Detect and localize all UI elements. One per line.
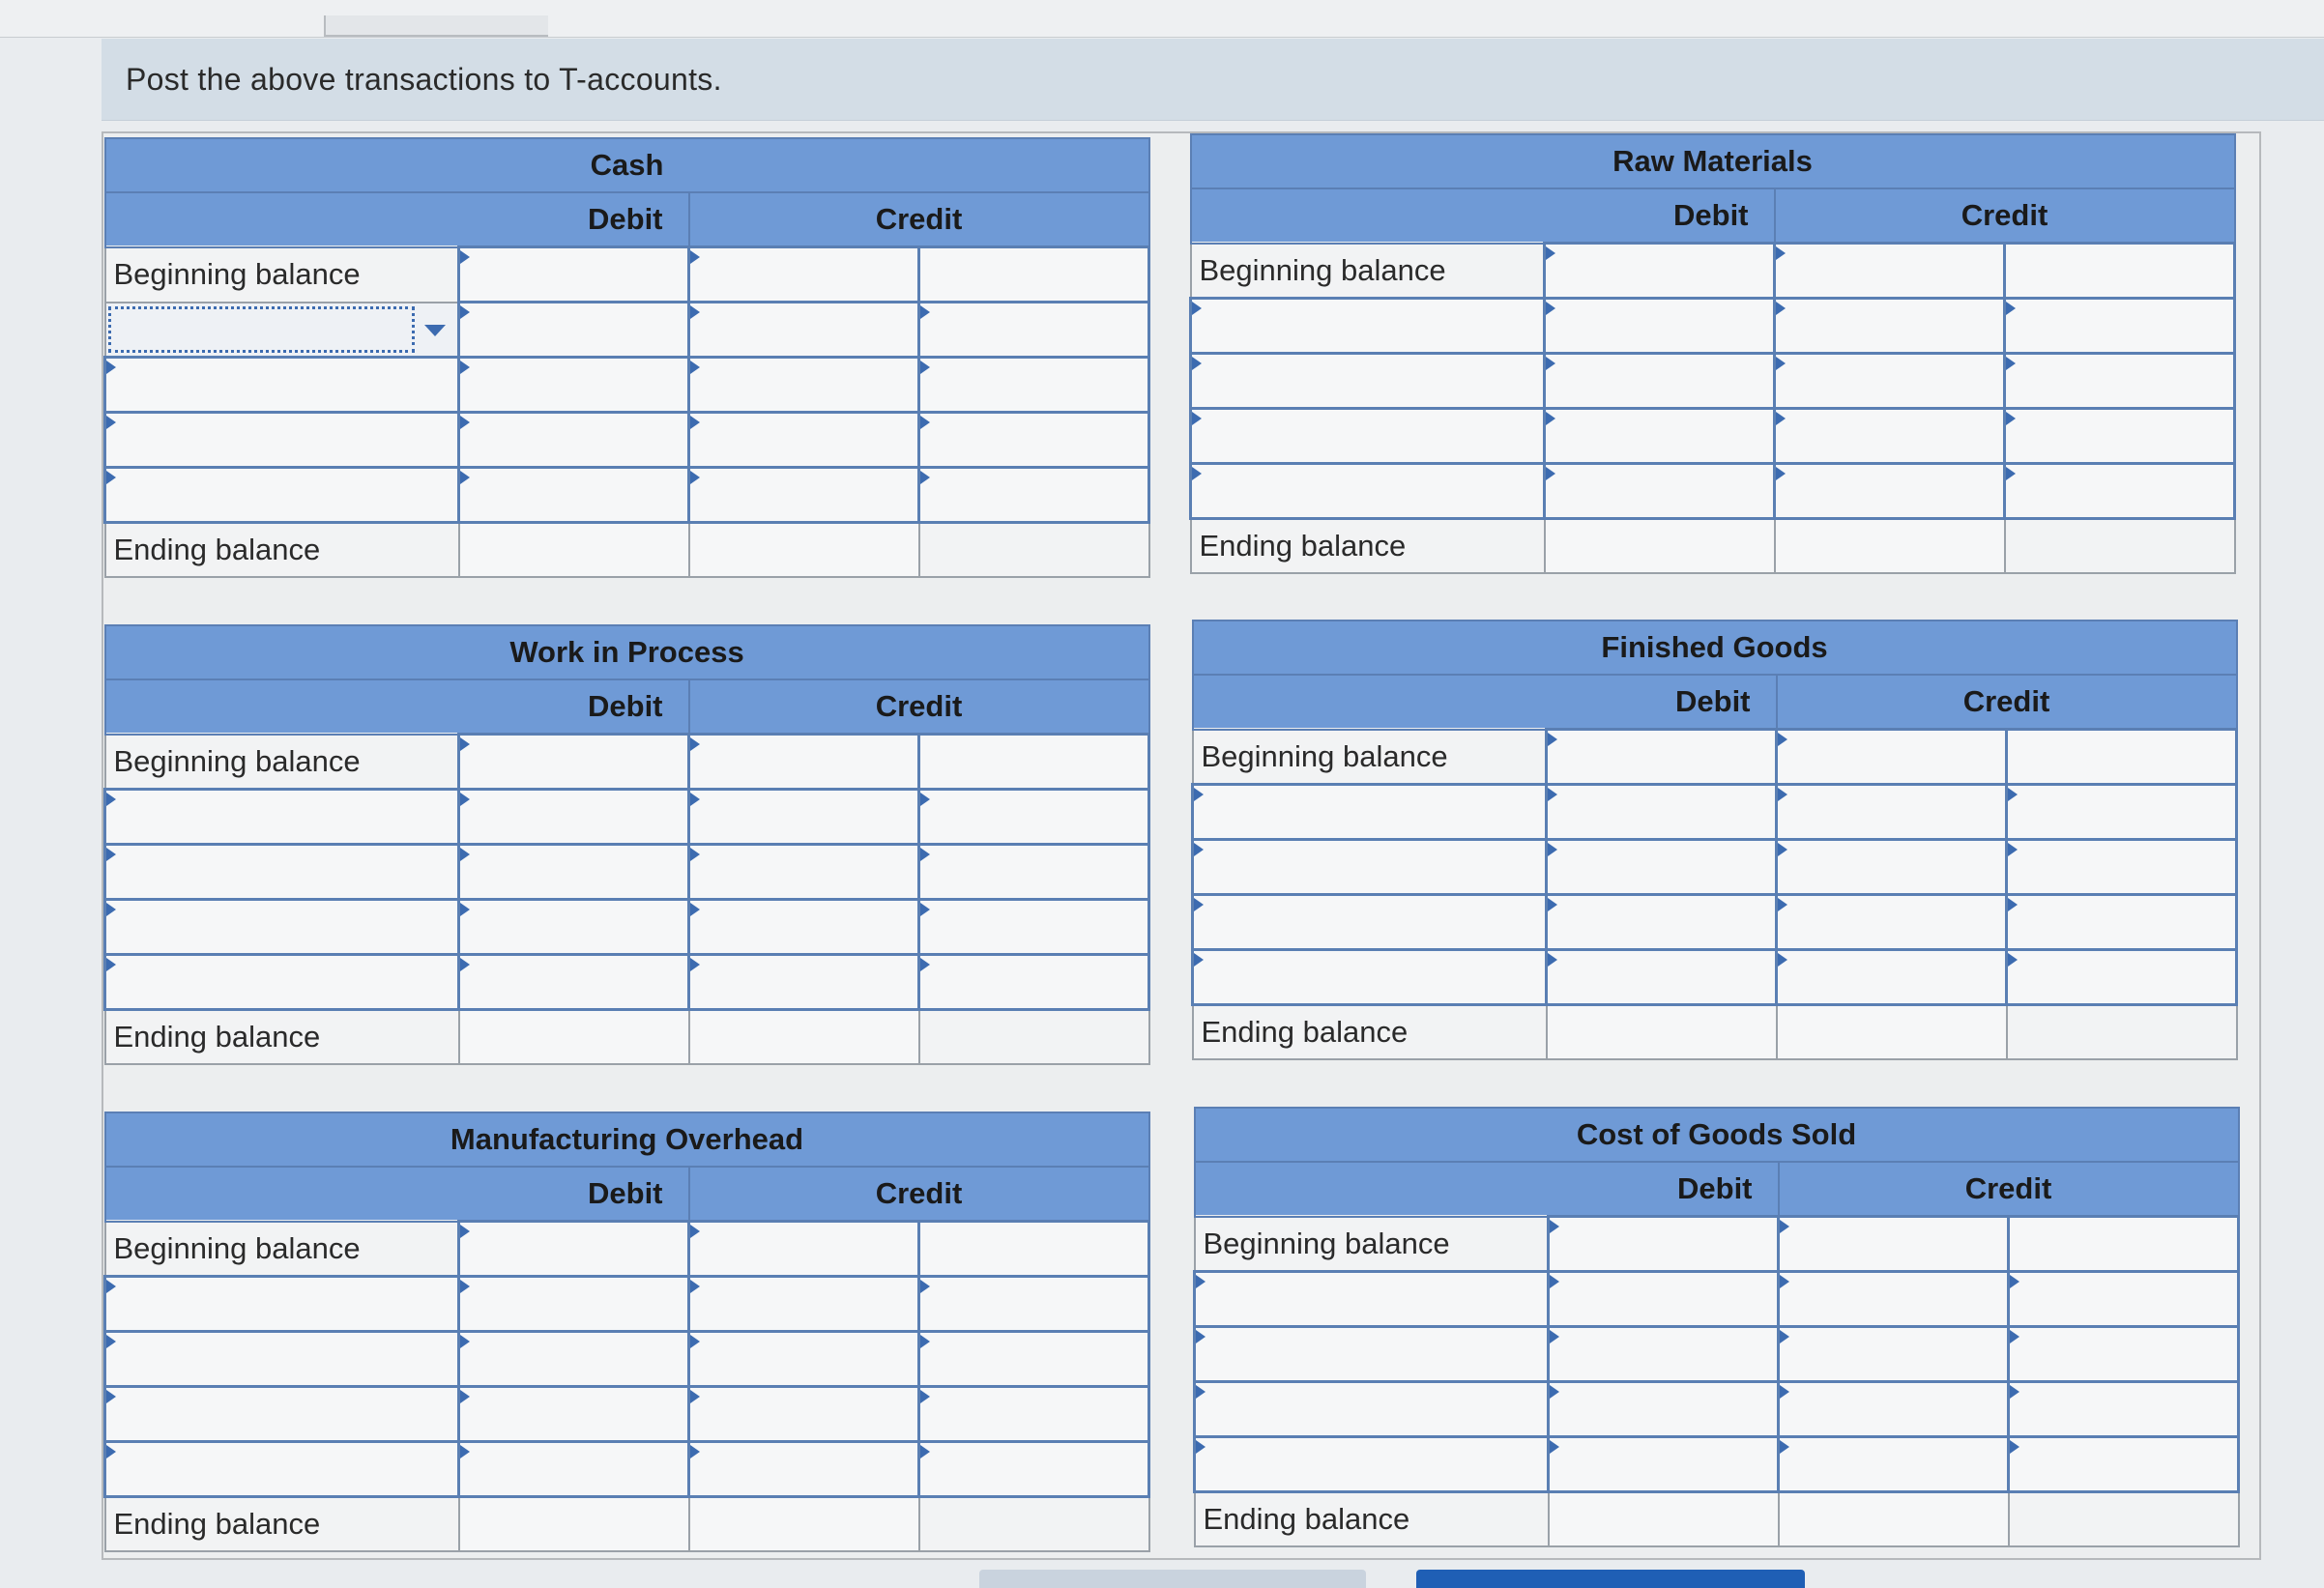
credit-account-dropdown[interactable] <box>689 468 919 523</box>
t-account-cost-of-goods-sold <box>1193 1107 2237 1547</box>
top-bar <box>0 0 2324 38</box>
debit-amount-input[interactable] <box>459 845 689 900</box>
credit-amount-input[interactable] <box>919 790 1149 845</box>
input-marker-icon <box>1776 302 1786 315</box>
debit-amount-input[interactable] <box>459 1442 689 1497</box>
credit-account-dropdown[interactable] <box>689 1222 919 1277</box>
ending-balance-debit-input[interactable] <box>1545 519 1775 574</box>
debit-account-dropdown[interactable] <box>1195 1437 1549 1492</box>
credit-header: Credit <box>689 192 1149 247</box>
t-account-table <box>103 137 1150 578</box>
debit-header: Debit <box>1191 188 1775 244</box>
debit-amount-input[interactable] <box>1549 1437 1779 1492</box>
t-account-raw-materials <box>1189 133 2233 574</box>
input-marker-icon <box>1548 898 1557 911</box>
ending-balance-debit-input[interactable] <box>459 1497 689 1552</box>
input-marker-icon <box>460 416 470 429</box>
debit-amount-input[interactable] <box>1547 895 1777 950</box>
credit-account-dropdown[interactable] <box>689 1442 919 1497</box>
beginning-balance-debit-input[interactable] <box>1547 730 1777 785</box>
ending-balance-label: Ending balance <box>105 523 459 578</box>
account-title: Manufacturing Overhead <box>105 1112 1149 1167</box>
ending-balance-debit-input[interactable] <box>1549 1492 1779 1547</box>
input-marker-icon <box>1196 1330 1206 1343</box>
input-marker-icon <box>1780 1440 1789 1454</box>
input-marker-icon <box>1546 467 1555 480</box>
input-marker-icon <box>460 848 470 861</box>
instruction-banner <box>102 39 2324 121</box>
input-marker-icon <box>106 793 116 806</box>
t-account-table <box>1193 1107 2240 1547</box>
input-marker-icon <box>106 903 116 916</box>
debit-account-dropdown[interactable] <box>105 900 459 955</box>
credit-account-dropdown[interactable] <box>689 303 919 358</box>
input-marker-icon <box>920 305 930 319</box>
primary-button[interactable] <box>1416 1570 1805 1588</box>
account-title: Work in Process <box>105 625 1149 679</box>
credit-account-dropdown[interactable] <box>689 1387 919 1442</box>
credit-account-dropdown[interactable] <box>689 900 919 955</box>
input-marker-icon <box>1550 1440 1559 1454</box>
input-marker-icon <box>690 471 700 484</box>
input-marker-icon <box>920 1390 930 1403</box>
debit-account-dropdown[interactable] <box>105 790 459 845</box>
beginning-balance-credit-input[interactable] <box>919 247 1149 303</box>
debit-amount-input[interactable] <box>1547 785 1777 840</box>
credit-amount-input[interactable] <box>919 1387 1149 1442</box>
input-marker-icon <box>1778 788 1787 801</box>
credit-account-dropdown[interactable] <box>1777 895 2007 950</box>
input-marker-icon <box>1192 357 1202 370</box>
debit-account-dropdown[interactable] <box>105 1277 459 1332</box>
credit-amount-input[interactable] <box>2005 464 2235 519</box>
input-marker-icon <box>1192 467 1202 480</box>
beginning-balance-credit-input[interactable] <box>919 735 1149 790</box>
input-marker-icon <box>690 1390 700 1403</box>
t-account-work-in-process <box>103 624 1147 1065</box>
credit-header: Credit <box>1775 188 2235 244</box>
credit-amount-input[interactable] <box>2007 950 2237 1005</box>
input-marker-icon <box>690 1225 700 1238</box>
beginning-balance-label: Beginning balance <box>1195 1217 1549 1272</box>
input-marker-icon <box>1776 412 1786 425</box>
credit-account-dropdown[interactable] <box>1775 244 2005 299</box>
input-marker-icon <box>690 1280 700 1293</box>
ending-balance-credit-input[interactable] <box>1775 519 2005 574</box>
input-marker-icon <box>106 1335 116 1348</box>
beginning-balance-credit-input[interactable] <box>2005 244 2235 299</box>
input-marker-icon <box>460 958 470 971</box>
debit-account-dropdown[interactable] <box>105 1387 459 1442</box>
ending-balance-debit-input[interactable] <box>459 523 689 578</box>
input-marker-icon <box>1778 843 1787 856</box>
input-marker-icon <box>2008 898 2018 911</box>
credit-account-dropdown[interactable] <box>689 1277 919 1332</box>
input-marker-icon <box>460 1280 470 1293</box>
input-marker-icon <box>690 793 700 806</box>
credit-account-dropdown[interactable] <box>1779 1272 2009 1327</box>
beginning-balance-label: Beginning balance <box>1191 244 1545 299</box>
beginning-balance-credit-input[interactable] <box>2009 1217 2239 1272</box>
ending-balance-blank <box>2009 1492 2239 1547</box>
input-marker-icon <box>1548 733 1557 746</box>
credit-amount-input[interactable] <box>2007 840 2237 895</box>
input-marker-icon <box>1550 1385 1559 1399</box>
input-marker-icon <box>1776 246 1786 260</box>
account-title: Cost of Goods Sold <box>1195 1108 2239 1162</box>
credit-account-dropdown[interactable] <box>1779 1382 2009 1437</box>
credit-account-dropdown[interactable] <box>1775 464 2005 519</box>
debit-account-dropdown[interactable] <box>1193 785 1547 840</box>
ending-balance-label: Ending balance <box>1191 519 1545 574</box>
input-marker-icon <box>106 1390 116 1403</box>
input-marker-icon <box>1192 302 1202 315</box>
debit-account-dropdown[interactable] <box>1195 1272 1549 1327</box>
input-marker-icon <box>1550 1220 1559 1233</box>
input-marker-icon <box>1550 1330 1559 1343</box>
account-title: Raw Materials <box>1191 134 2235 188</box>
input-marker-icon <box>1546 302 1555 315</box>
debit-amount-input[interactable] <box>459 1387 689 1442</box>
debit-amount-input[interactable] <box>1545 354 1775 409</box>
debit-amount-input[interactable] <box>459 468 689 523</box>
credit-header: Credit <box>689 1167 1149 1222</box>
beginning-balance-debit-input[interactable] <box>459 735 689 790</box>
input-marker-icon <box>2006 302 2016 315</box>
input-marker-icon <box>690 903 700 916</box>
debit-amount-input[interactable] <box>1545 409 1775 464</box>
beginning-balance-credit-input[interactable] <box>2007 730 2237 785</box>
input-marker-icon <box>460 305 470 319</box>
credit-account-dropdown[interactable] <box>689 735 919 790</box>
credit-account-dropdown[interactable] <box>1775 299 2005 354</box>
credit-amount-input[interactable] <box>2007 785 2237 840</box>
ending-balance-blank <box>919 1010 1149 1065</box>
ending-balance-label: Ending balance <box>105 1497 459 1552</box>
input-marker-icon <box>1780 1330 1789 1343</box>
input-marker-icon <box>690 305 700 319</box>
input-marker-icon <box>690 250 700 264</box>
debit-amount-input[interactable] <box>459 1332 689 1387</box>
credit-amount-input[interactable] <box>2009 1327 2239 1382</box>
credit-header: Credit <box>1777 675 2237 730</box>
beginning-balance-label: Beginning balance <box>105 247 459 303</box>
account-title: Cash <box>105 138 1149 192</box>
debit-amount-input[interactable] <box>459 413 689 468</box>
credit-account-dropdown[interactable] <box>1777 730 2007 785</box>
input-marker-icon <box>2010 1385 2019 1399</box>
debit-header: Debit <box>105 192 689 247</box>
input-marker-icon <box>690 1335 700 1348</box>
input-marker-icon <box>1546 412 1555 425</box>
input-marker-icon <box>2010 1440 2019 1454</box>
input-marker-icon <box>690 958 700 971</box>
input-marker-icon <box>2008 788 2018 801</box>
account-title: Finished Goods <box>1193 621 2237 675</box>
input-marker-icon <box>920 1445 930 1458</box>
debit-account-dropdown[interactable] <box>1195 1382 1549 1437</box>
input-marker-icon <box>1778 898 1787 911</box>
input-marker-icon <box>1778 733 1787 746</box>
credit-account-dropdown[interactable] <box>689 413 919 468</box>
credit-account-dropdown[interactable] <box>689 955 919 1010</box>
input-marker-icon <box>1194 898 1204 911</box>
input-marker-icon <box>690 416 700 429</box>
tab-stub <box>324 15 548 37</box>
input-marker-icon <box>1194 788 1204 801</box>
debit-account-dropdown[interactable] <box>1193 840 1547 895</box>
credit-amount-input[interactable] <box>919 845 1149 900</box>
input-marker-icon <box>690 361 700 374</box>
input-marker-icon <box>460 793 470 806</box>
debit-header: Debit <box>105 1167 689 1222</box>
input-marker-icon <box>106 1445 116 1458</box>
credit-amount-input[interactable] <box>2009 1382 2239 1437</box>
debit-account-dropdown[interactable] <box>1193 895 1547 950</box>
credit-account-dropdown[interactable] <box>689 845 919 900</box>
input-marker-icon <box>920 958 930 971</box>
credit-amount-input[interactable] <box>919 1277 1149 1332</box>
input-marker-icon <box>1780 1275 1789 1288</box>
debit-amount-input[interactable] <box>1549 1382 1779 1437</box>
input-marker-icon <box>460 1335 470 1348</box>
credit-amount-input[interactable] <box>919 468 1149 523</box>
ending-balance-blank <box>2005 519 2235 574</box>
debit-account-dropdown[interactable] <box>105 955 459 1010</box>
ending-balance-blank <box>919 523 1149 578</box>
debit-account-dropdown[interactable] <box>1191 354 1545 409</box>
input-marker-icon <box>106 361 116 374</box>
t-account-finished-goods <box>1191 620 2235 1060</box>
debit-header: Debit <box>1195 1162 1779 1217</box>
input-marker-icon <box>920 793 930 806</box>
credit-amount-input[interactable] <box>2009 1272 2239 1327</box>
debit-amount-input[interactable] <box>459 790 689 845</box>
credit-account-dropdown[interactable] <box>689 247 919 303</box>
input-marker-icon <box>460 903 470 916</box>
ending-balance-debit-input[interactable] <box>459 1010 689 1065</box>
credit-amount-input[interactable] <box>2005 299 2235 354</box>
credit-account-dropdown[interactable] <box>1777 840 2007 895</box>
input-marker-icon <box>2010 1330 2019 1343</box>
input-marker-icon <box>1776 467 1786 480</box>
beginning-balance-debit-input[interactable] <box>1549 1217 1779 1272</box>
credit-account-dropdown[interactable] <box>1777 950 2007 1005</box>
debit-amount-input[interactable] <box>459 358 689 413</box>
debit-account-dropdown[interactable] <box>105 1442 459 1497</box>
input-marker-icon <box>460 737 470 751</box>
instruction-text: Post the above transactions to T-accounts. <box>126 62 722 97</box>
debit-amount-input[interactable] <box>459 303 689 358</box>
credit-amount-input[interactable] <box>2007 895 2237 950</box>
input-marker-icon <box>1192 412 1202 425</box>
input-marker-icon <box>920 903 930 916</box>
input-marker-icon <box>920 1335 930 1348</box>
input-marker-icon <box>920 416 930 429</box>
ending-balance-blank <box>919 1497 1149 1552</box>
debit-account-dropdown[interactable] <box>105 303 459 358</box>
beginning-balance-debit-input[interactable] <box>459 247 689 303</box>
debit-account-dropdown[interactable] <box>105 358 459 413</box>
beginning-balance-label: Beginning balance <box>105 735 459 790</box>
debit-account-dropdown[interactable] <box>1191 299 1545 354</box>
input-marker-icon <box>690 848 700 861</box>
input-marker-icon <box>1546 246 1555 260</box>
input-marker-icon <box>2006 357 2016 370</box>
t-account-table <box>103 1112 1150 1552</box>
input-marker-icon <box>1550 1275 1559 1288</box>
credit-account-dropdown[interactable] <box>1779 1217 2009 1272</box>
secondary-button[interactable] <box>979 1570 1366 1588</box>
input-marker-icon <box>106 416 116 429</box>
debit-amount-input[interactable] <box>1549 1272 1779 1327</box>
input-marker-icon <box>2008 953 2018 967</box>
input-marker-icon <box>1548 953 1557 967</box>
input-marker-icon <box>2008 843 2018 856</box>
input-marker-icon <box>106 471 116 484</box>
t-account-table <box>103 624 1150 1065</box>
debit-header: Debit <box>1193 675 1777 730</box>
credit-amount-input[interactable] <box>919 900 1149 955</box>
credit-account-dropdown[interactable] <box>1779 1437 2009 1492</box>
input-marker-icon <box>460 471 470 484</box>
input-marker-icon <box>1778 953 1787 967</box>
input-marker-icon <box>920 848 930 861</box>
debit-amount-input[interactable] <box>1545 464 1775 519</box>
credit-account-dropdown[interactable] <box>1779 1327 2009 1382</box>
input-marker-icon <box>460 250 470 264</box>
input-marker-icon <box>2006 467 2016 480</box>
input-marker-icon <box>460 1390 470 1403</box>
credit-amount-input[interactable] <box>919 358 1149 413</box>
input-marker-icon <box>1546 357 1555 370</box>
ending-balance-credit-input[interactable] <box>689 1497 919 1552</box>
input-marker-icon <box>1194 953 1204 967</box>
t-account-table <box>1189 133 2236 574</box>
credit-amount-input[interactable] <box>2009 1437 2239 1492</box>
credit-amount-input[interactable] <box>919 955 1149 1010</box>
input-marker-icon <box>460 1445 470 1458</box>
credit-header: Credit <box>689 679 1149 735</box>
credit-account-dropdown[interactable] <box>1775 409 2005 464</box>
input-marker-icon <box>1780 1220 1789 1233</box>
credit-amount-input[interactable] <box>919 303 1149 358</box>
ending-balance-label: Ending balance <box>105 1010 459 1065</box>
debit-account-dropdown[interactable] <box>105 468 459 523</box>
debit-amount-input[interactable] <box>459 900 689 955</box>
credit-amount-input[interactable] <box>2005 409 2235 464</box>
input-marker-icon <box>460 361 470 374</box>
debit-amount-input[interactable] <box>1547 950 1777 1005</box>
t-account-cash <box>103 137 1147 578</box>
credit-account-dropdown[interactable] <box>689 790 919 845</box>
t-account-table <box>1191 620 2238 1060</box>
input-marker-icon <box>1196 1275 1206 1288</box>
debit-header: Debit <box>105 679 689 735</box>
debit-account-dropdown[interactable] <box>1195 1327 1549 1382</box>
input-marker-icon <box>1194 843 1204 856</box>
input-marker-icon <box>106 958 116 971</box>
input-marker-icon <box>2010 1275 2019 1288</box>
input-marker-icon <box>2006 412 2016 425</box>
debit-amount-input[interactable] <box>459 955 689 1010</box>
debit-account-dropdown[interactable] <box>1191 464 1545 519</box>
beginning-balance-label: Beginning balance <box>105 1222 459 1277</box>
input-marker-icon <box>690 1445 700 1458</box>
credit-amount-input[interactable] <box>2005 354 2235 409</box>
input-marker-icon <box>1196 1385 1206 1399</box>
input-marker-icon <box>1548 788 1557 801</box>
input-marker-icon <box>1548 843 1557 856</box>
credit-header: Credit <box>1779 1162 2239 1217</box>
credit-account-dropdown[interactable] <box>689 358 919 413</box>
beginning-balance-credit-input[interactable] <box>919 1222 1149 1277</box>
input-marker-icon <box>920 1280 930 1293</box>
input-marker-icon <box>690 737 700 751</box>
ending-balance-credit-input[interactable] <box>1777 1005 2007 1060</box>
credit-account-dropdown[interactable] <box>1777 785 2007 840</box>
debit-account-dropdown[interactable] <box>105 845 459 900</box>
credit-amount-input[interactable] <box>919 1442 1149 1497</box>
debit-account-dropdown[interactable] <box>1193 950 1547 1005</box>
debit-amount-input[interactable] <box>1547 840 1777 895</box>
debit-amount-input[interactable] <box>459 1277 689 1332</box>
input-marker-icon <box>1776 357 1786 370</box>
ending-balance-label: Ending balance <box>1195 1492 1549 1547</box>
beginning-balance-label: Beginning balance <box>1193 730 1547 785</box>
ending-balance-blank <box>2007 1005 2237 1060</box>
input-marker-icon <box>460 1225 470 1238</box>
beginning-balance-debit-input[interactable] <box>1545 244 1775 299</box>
debit-account-dropdown[interactable] <box>1191 409 1545 464</box>
chevron-down-icon[interactable] <box>424 325 446 336</box>
ending-balance-credit-input[interactable] <box>689 1010 919 1065</box>
input-marker-icon <box>106 1280 116 1293</box>
credit-account-dropdown[interactable] <box>689 1332 919 1387</box>
input-marker-icon <box>106 848 116 861</box>
debit-account-dropdown[interactable] <box>105 1332 459 1387</box>
input-marker-icon <box>1196 1440 1206 1454</box>
input-marker-icon <box>1780 1385 1789 1399</box>
debit-account-dropdown[interactable] <box>105 413 459 468</box>
input-marker-icon <box>920 471 930 484</box>
credit-amount-input[interactable] <box>919 413 1149 468</box>
ending-balance-debit-input[interactable] <box>1547 1005 1777 1060</box>
debit-amount-input[interactable] <box>1549 1327 1779 1382</box>
t-account-manufacturing-overhead <box>103 1112 1147 1552</box>
input-marker-icon <box>920 361 930 374</box>
ending-balance-label: Ending balance <box>1193 1005 1547 1060</box>
debit-amount-input[interactable] <box>1545 299 1775 354</box>
ending-balance-credit-input[interactable] <box>689 523 919 578</box>
ending-balance-credit-input[interactable] <box>1779 1492 2009 1547</box>
beginning-balance-debit-input[interactable] <box>459 1222 689 1277</box>
credit-account-dropdown[interactable] <box>1775 354 2005 409</box>
credit-amount-input[interactable] <box>919 1332 1149 1387</box>
focus-outline <box>108 306 416 354</box>
